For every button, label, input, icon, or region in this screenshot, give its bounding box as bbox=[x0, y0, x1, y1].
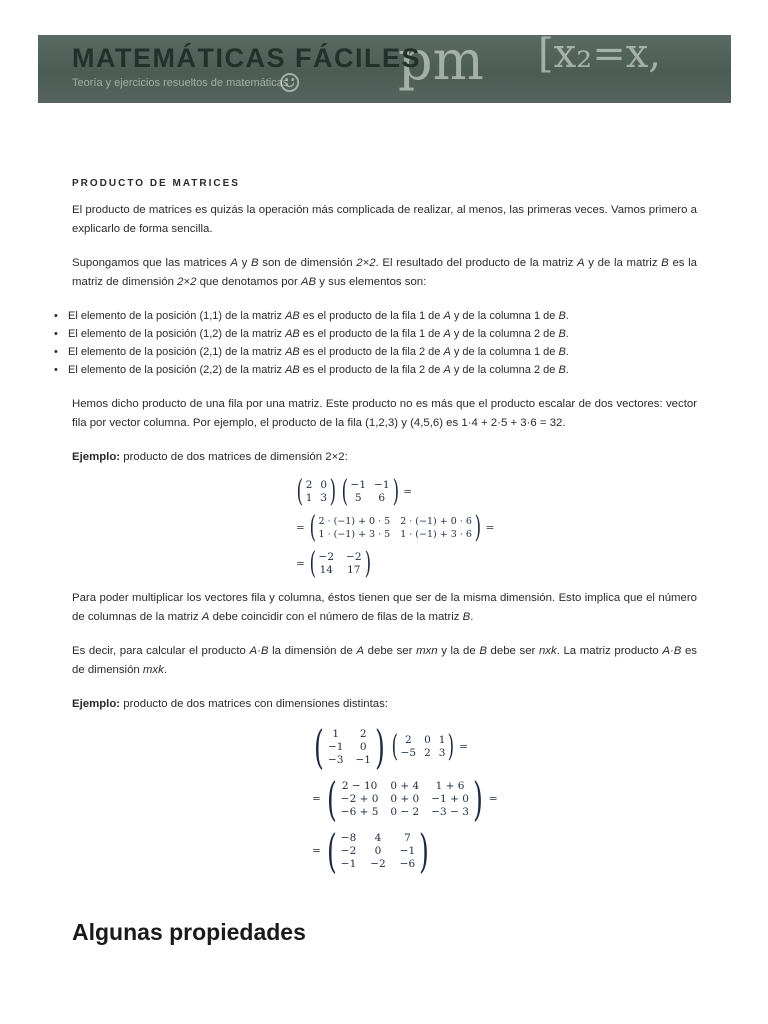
matrix-cell: −6 bbox=[399, 857, 416, 870]
equation-row bbox=[294, 546, 494, 581]
matrix-cell: 1 · (−1) + 3 · 5 bbox=[318, 529, 391, 540]
equals-sign: = bbox=[403, 486, 413, 498]
dimension-rule-paragraph: Es decir, para calcular el producto A·B la dimensión de A debe ser mxn y la de B debe ser nxk. La matriz producto A·B es de dimensión mxk. bbox=[72, 645, 697, 676]
matrix-cell: 2 · (−1) + 0 · 5 bbox=[318, 516, 391, 527]
matrix-cell: 1 + 6 bbox=[435, 779, 465, 792]
matrix-result: ( −8 4 7 −2 0 −1 −1 −2 −6 ) bbox=[326, 824, 430, 878]
list-item: • El elemento de la posición (2,2) de la matriz AB es el producto de la fila 2 de A y de la columna 2 de B. bbox=[68, 361, 697, 379]
matrix-cell: 2 bbox=[424, 747, 431, 759]
equals-sign: = bbox=[312, 793, 321, 805]
equation-row bbox=[310, 824, 510, 878]
matrix-a: ( 1 2 −1 0 −3 −1 ) bbox=[314, 720, 385, 774]
equals-sign: = bbox=[459, 741, 468, 753]
matrix-cell: 2 − 10 bbox=[341, 779, 378, 792]
matrix-cell: 1 · (−1) + 3 · 6 bbox=[400, 529, 472, 540]
matrix-cell: 3 bbox=[438, 747, 446, 759]
chalk-decoration: [x₂=x, bbox=[538, 35, 661, 77]
intro-paragraph: El producto de matrices es quizás la operación más complicada de realizar, al menos, las primeras veces. Vamos primero a explicarlo de forma sencilla. bbox=[72, 204, 697, 235]
matrix-cell: 0 bbox=[374, 844, 382, 857]
equation-row bbox=[294, 474, 494, 509]
properties-heading: Algunas propiedades bbox=[72, 919, 306, 945]
matrix-cell: −2 bbox=[318, 551, 335, 563]
matrix-cell: −2 + 0 bbox=[340, 792, 379, 805]
matrix-cell: 0 + 0 bbox=[390, 792, 420, 805]
matrix-cell: −1 bbox=[327, 740, 344, 753]
element-list bbox=[68, 307, 697, 379]
matrix-cell: −1 bbox=[399, 844, 416, 857]
matrix-cell: −1 bbox=[374, 479, 390, 491]
matrix-cell: 14 bbox=[319, 564, 333, 576]
matrix-cell: −8 bbox=[340, 831, 357, 844]
matrix-cell: 3 bbox=[320, 492, 328, 504]
matrix-cell: 0 bbox=[359, 740, 367, 753]
matrix-result: ( −2 −2 14 17 ) bbox=[309, 546, 371, 581]
equals-sign: = bbox=[296, 522, 305, 534]
matrix-cell: 2 · (−1) + 0 · 6 bbox=[400, 516, 472, 527]
matrix-cell: 2 bbox=[404, 734, 412, 746]
article-content bbox=[68, 178, 697, 878]
matrix-cell: 1 bbox=[438, 734, 446, 746]
matrix-cell: 1 bbox=[332, 727, 340, 740]
chalk-decoration: ☺ bbox=[278, 69, 302, 99]
example-2-equation bbox=[310, 720, 510, 878]
equals-sign: = bbox=[485, 522, 495, 534]
example-1-equation bbox=[294, 474, 495, 581]
matrix-expanded: ( 2 · (−1) + 0 · 5 2 · (−1) + 0 · 6 1 · (−1) + 3 · 5 1 · (−1) + 3 · 6 ) bbox=[309, 510, 481, 545]
matrix-cell: 0 − 2 bbox=[390, 805, 420, 818]
matrix-cell: 6 bbox=[378, 492, 386, 504]
site-subtitle: Teoría y ejercicios resueltos de matemáticas bbox=[72, 77, 289, 89]
matrix-cell: 4 bbox=[374, 831, 382, 844]
site-title[interactable]: MATEMÁTICAS FÁCILES bbox=[72, 43, 421, 73]
matrix-cell: −2 bbox=[346, 551, 362, 563]
chalk-decoration: pm bbox=[398, 35, 484, 92]
matrix-cell: −2 bbox=[370, 857, 386, 870]
matrix-cell: −2 bbox=[340, 844, 357, 857]
equation-row bbox=[294, 510, 495, 545]
site-header bbox=[38, 35, 731, 103]
matrix-a: ( 2 0 1 3 ) bbox=[296, 474, 337, 509]
matrix-cell: 0 + 4 bbox=[390, 779, 420, 792]
matrix-cell: 5 bbox=[354, 492, 362, 504]
matrix-cell: −6 + 5 bbox=[340, 805, 379, 818]
matrix-cell: 17 bbox=[347, 564, 361, 576]
equals-sign: = bbox=[488, 793, 498, 805]
matrix-cell: 0 bbox=[424, 734, 431, 746]
matrix-cell: −3 − 3 bbox=[431, 805, 469, 818]
equation-row bbox=[310, 772, 510, 826]
list-item: • El elemento de la posición (1,2) de la matriz AB es el producto de la fila 1 de A y de la columna 2 de B. bbox=[68, 325, 697, 343]
dimension-condition-paragraph: Para poder multiplicar los vectores fila y columna, éstos tienen que ser de la misma dimensión. Esto implica que el número de columnas de la matriz A debe coincidir con el número de filas de la matriz B. bbox=[72, 592, 697, 623]
matrix-cell: 0 bbox=[320, 479, 328, 491]
equation-row bbox=[310, 720, 510, 774]
matrix-cell: 2 bbox=[305, 479, 313, 491]
dimension-paragraph: Supongamos que las matrices A y B son de dimensión 2×2. El resultado del producto de la matriz A y de la matriz B es la matriz de dimensión 2×2 que denotamos por AB y sus elementos son: bbox=[72, 257, 697, 288]
matrix-cell: −1 bbox=[340, 857, 357, 870]
matrix-b: ( −1 −1 5 6 ) bbox=[341, 474, 399, 509]
matrix-cell: 2 bbox=[359, 727, 367, 740]
matrix-cell: −5 bbox=[400, 747, 417, 759]
list-item: • El elemento de la posición (2,1) de la matriz AB es el producto de la fila 2 de A y de la columna 1 de B. bbox=[68, 343, 697, 361]
example-1-intro: Ejemplo: producto de dos matrices de dimensión 2×2: bbox=[72, 451, 348, 463]
matrix-cell: −1 bbox=[350, 479, 367, 491]
scalar-product-paragraph: Hemos dicho producto de una fila por una matriz. Este producto no es más que el producto escalar de dos vectores: vector fila por vector columna. Por ejemplo, el producto de la fila (1,2,3) y (4,5,6) es 1·4 + 2·5 + 3·6 = 32. bbox=[72, 398, 697, 429]
matrix-b: ( 2 0 1 −5 2 3 ) bbox=[391, 729, 455, 764]
matrix-cell: 7 bbox=[404, 831, 411, 844]
list-item: • El elemento de la posición (1,1) de la matriz AB es el producto de la fila 1 de A y de la columna 1 de B. bbox=[68, 307, 697, 325]
equals-sign: = bbox=[312, 845, 321, 857]
example-2-intro: Ejemplo: producto de dos matrices con dimensiones distintas: bbox=[72, 698, 388, 710]
matrix-cell: 1 bbox=[305, 492, 313, 504]
matrix-cell: −1 bbox=[355, 753, 371, 766]
matrix-cell: −3 bbox=[327, 753, 344, 766]
matrix-expanded: ( 2 − 10 0 + 4 1 + 6 −2 + 0 0 + 0 −1 + 0 −6 + 5 0 − 2 −3 − 3 ) bbox=[326, 772, 483, 826]
matrix-cell: −1 + 0 bbox=[431, 792, 469, 805]
equals-sign: = bbox=[296, 558, 305, 570]
section-title: PRODUCTO DE MATRICES bbox=[72, 178, 240, 189]
